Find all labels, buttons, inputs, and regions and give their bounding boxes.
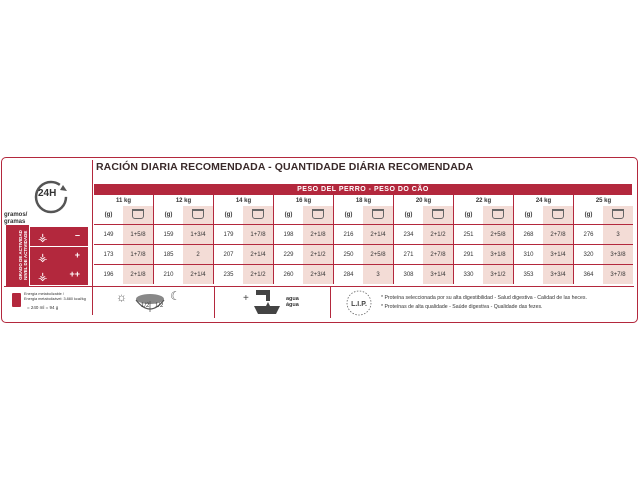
note-es: * Proteína seleccionada por su alta digestibilidad - Salud digestiva - Calidad de las heces. <box>381 295 587 301</box>
measuring-cup-icon <box>492 209 504 219</box>
activity-level-label: GRADO DE ACTIVIDAD NIVEL DE ACTIVIDADE <box>17 230 28 280</box>
water-label: agua água <box>286 296 299 308</box>
activity-level: + <box>74 250 80 260</box>
cup-equivalence: = 240 ml = 94 g <box>27 305 59 310</box>
fraction-morning: 1/2 <box>141 303 150 309</box>
weight-header-row <box>94 195 633 206</box>
activity-level: ++ <box>69 269 80 279</box>
weight-20kg: 20 kg <box>394 195 454 206</box>
measuring-cup-icon <box>432 209 444 219</box>
table-row: 173 1+7/8 185 2 207 2+1/4 229 2+1/2 250 2+5/8 271 2+7/8 291 3+1/8 310 3+1/4 320 3+3/8 <box>94 245 633 265</box>
weight-11kg: 11 kg <box>94 195 154 206</box>
weight-22kg: 22 kg <box>454 195 514 206</box>
measuring-cup-icon <box>552 209 564 219</box>
energy-info: Energía metabolizable / Energia metabolizável: 3.880 kcal/kg <box>24 292 86 301</box>
divider <box>4 286 634 287</box>
feeding-guide-title: RACIÓN DIARIA RECOMENDADA - QUANTIDADE DIÁRIA RECOMENDADA <box>96 161 474 173</box>
divider <box>330 286 331 318</box>
activity-row-medium <box>30 247 88 266</box>
note-pt: * Proteínas de alta qualidade - Saúde digestiva - Qualidade das fezes. <box>381 303 543 310</box>
gramos-label: gramos/ gramas <box>4 212 28 225</box>
feeding-table <box>94 195 633 284</box>
measuring-cup-icon <box>192 209 204 219</box>
fraction-evening: 1/2 <box>155 303 164 309</box>
activity-row-high <box>30 266 88 285</box>
table-row: 149 1+5/8 159 1+3/4 179 1+7/8 198 2+1/8 216 2+1/4 234 2+1/2 251 2+5/8 268 2+7/8 276 3 <box>94 225 633 245</box>
weight-16kg: 16 kg <box>274 195 334 206</box>
activity-row-low <box>30 227 88 246</box>
measuring-cup-icon <box>132 209 144 219</box>
weight-14kg: 14 kg <box>214 195 274 206</box>
unit-row: (g) (g) (g) (g) (g) (g) (g) (g) (g) <box>94 206 633 225</box>
activity-level-bar <box>6 225 29 287</box>
measuring-cup-icon <box>372 209 384 219</box>
measuring-cup-icon <box>252 209 264 219</box>
clock-label: 24H <box>38 188 57 199</box>
dog-icon: ⚶ <box>38 252 48 264</box>
weight-18kg: 18 kg <box>334 195 394 206</box>
lip-label: L.I.P. <box>351 301 367 308</box>
divider <box>214 286 215 318</box>
svg-text:+: + <box>243 293 249 304</box>
measuring-cup-icon <box>312 209 324 219</box>
lip-badge-icon <box>344 289 374 317</box>
weight-25kg: 25 kg <box>595 197 612 204</box>
weight-24kg: 24 kg <box>514 195 574 206</box>
dog-weight-header: PESO DEL PERRO - PESO DO CÃO <box>94 184 632 195</box>
measuring-cup-icon <box>612 209 624 219</box>
moon-icon: ☾ <box>170 289 181 303</box>
sun-icon: ☼ <box>116 290 127 304</box>
activity-level: – <box>74 230 80 240</box>
table-row: 196 2+1/8 210 2+1/4 235 2+1/2 260 2+3/4 284 3 308 3+1/4 330 3+1/2 353 3+3/4 364 3+7/8 <box>94 265 633 285</box>
dog-icon: ⚶ <box>38 232 48 244</box>
product-bag-icon <box>12 293 21 307</box>
divider <box>92 160 93 315</box>
notes <box>381 294 587 311</box>
weight-12kg: 12 kg <box>154 195 214 206</box>
dog-icon: ⚶ <box>38 271 48 283</box>
water-tap-icon <box>240 289 282 315</box>
